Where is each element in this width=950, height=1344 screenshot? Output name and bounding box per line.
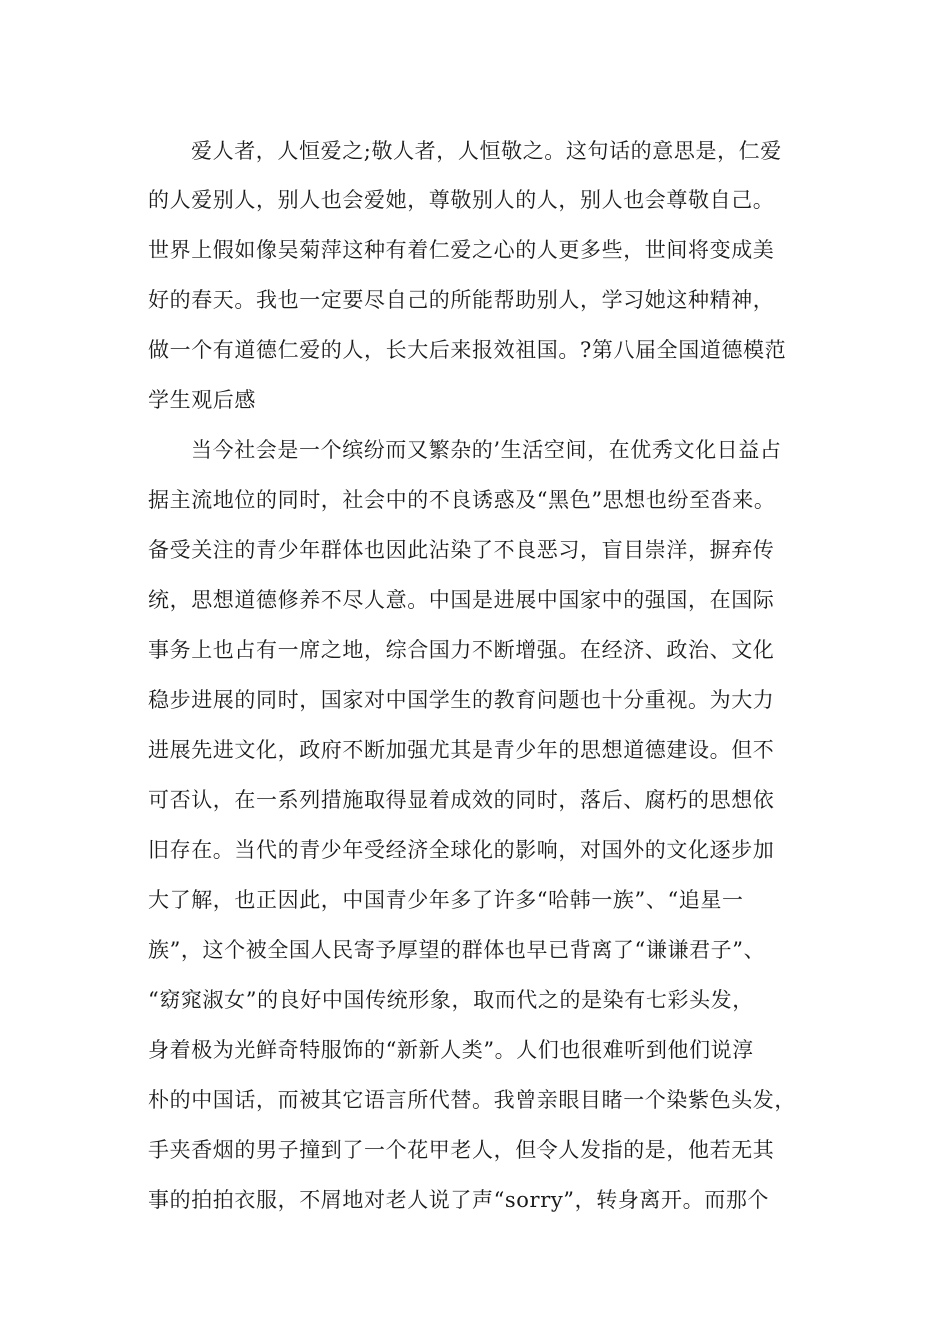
text-line: 爱人者，人恒爱之;敬人者，人恒敬之。这句话的意思是，仁爱 bbox=[191, 139, 782, 163]
text-line: 进展先进文化，政府不断加强尤其是青少年的思想道德建设。但不 bbox=[148, 738, 775, 762]
text-line: 朴的中国话，而被其它语言所代替。我曾亲眼目睹一个染紫色头发， bbox=[148, 1088, 796, 1112]
text-line: 事的拍拍衣服，不屑地对老人说了声“sorry”，转身离开。而那个 bbox=[148, 1188, 770, 1212]
text-line: 统，思想道德修养不尽人意。中国是进展中国家中的强国，在国际 bbox=[148, 588, 775, 612]
text-line: 稳步进展的同时，国家对中国学生的教育问题也十分重视。为大力 bbox=[148, 688, 775, 712]
text-line: 的人爱别人，别人也会爱她，尊敬别人的人，别人也会尊敬自己。 bbox=[148, 188, 775, 212]
text-line: 族”，这个被全国人民寄予厚望的群体也早已背离了“谦谦君子”、 bbox=[148, 938, 766, 962]
text-line: 事务上也占有一席之地，综合国力不断增强。在经济、政治、文化 bbox=[148, 638, 775, 662]
text-line: 可否认，在一系列措施取得显着成效的同时，落后、腐朽的思想依 bbox=[148, 788, 775, 812]
text-line: 手夹香烟的男子撞到了一个花甲老人，但令人发指的是，他若无其 bbox=[148, 1138, 775, 1162]
text-line: 做一个有道德仁爱的人，长大后来报效祖国。?第八届全国道德模范 bbox=[148, 338, 787, 362]
text-line: 学生观后感 bbox=[148, 388, 256, 412]
text-line: 世界上假如像吴菊萍这种有着仁爱之心的人更多些，世间将变成美 bbox=[148, 238, 775, 262]
text-line: 据主流地位的同时，社会中的不良诱惑及“黑色”思想也纷至沓来。 bbox=[148, 488, 776, 512]
text-line: 大了解，也正因此，中国青少年多了许多“哈韩一族”、“追星一 bbox=[148, 888, 744, 912]
text-line: “窈窕淑女”的良好中国传统形象，取而代之的是染有七彩头发， bbox=[148, 988, 754, 1012]
text-line: 备受关注的青少年群体也因此沾染了不良恶习，盲目崇洋，摒弃传 bbox=[148, 538, 775, 562]
text-line: 好的春天。我也一定要尽自己的所能帮助别人，学习她这种精神， bbox=[148, 288, 775, 312]
text-line: 身着极为光鲜奇特服饰的“新新人类”。人们也很难听到他们说淳 bbox=[148, 1038, 754, 1062]
text-line: 当今社会是一个缤纷而又繁杂的’生活空间，在优秀文化日益占 bbox=[191, 438, 782, 462]
text-line: 旧存在。当代的青少年受经济全球化的影响，对国外的文化逐步加 bbox=[148, 838, 775, 862]
